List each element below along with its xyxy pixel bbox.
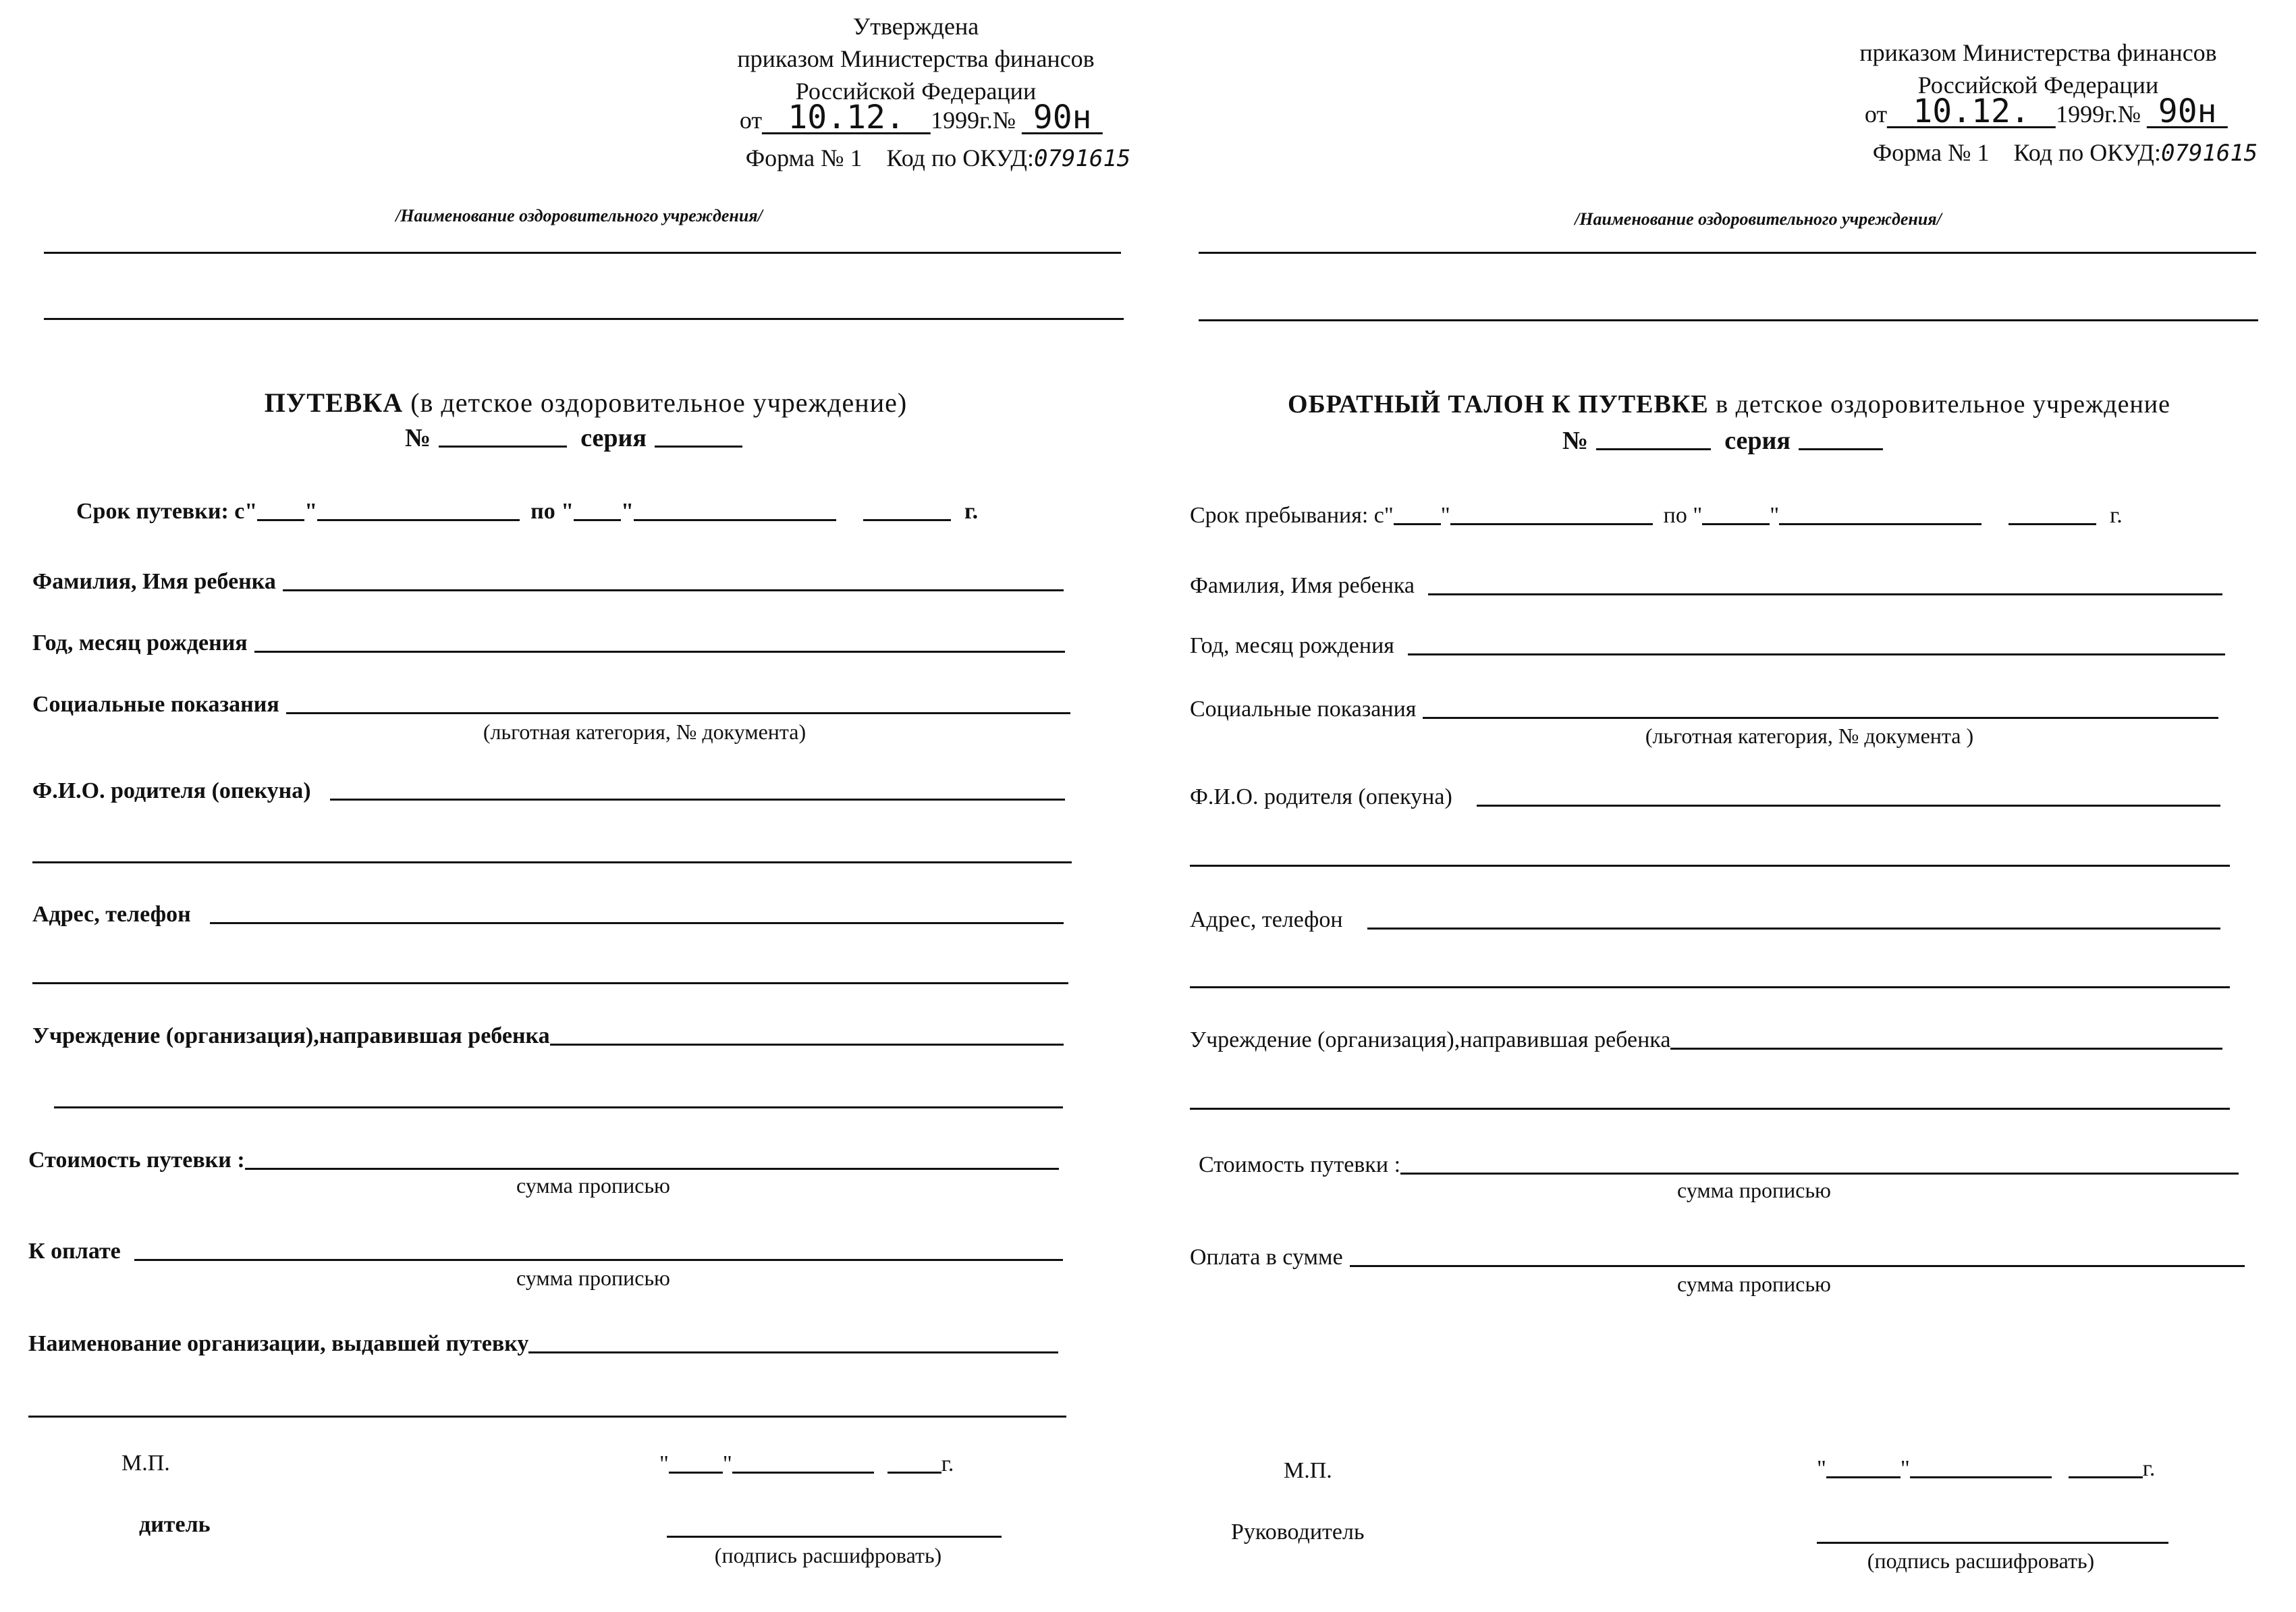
okud-label: Код по ОКУД: [2013, 139, 2161, 166]
term-row [1190, 501, 2123, 531]
quote: " [1440, 503, 1450, 528]
payment-sum-hint: сумма прописью [1677, 1272, 1831, 1296]
birth-field[interactable] [254, 651, 1065, 653]
parent-row [1190, 782, 2220, 812]
issuer-label: Наименование организации, выдавшей путевку [28, 1331, 529, 1356]
birth-row [1190, 631, 2225, 661]
ministry-order-label: приказом Министерства финансов [737, 45, 1095, 72]
number-series-row [1562, 426, 1883, 456]
address-label: Адрес, телефон [1190, 907, 1343, 932]
form-number: Форма № 1 [1872, 139, 1990, 166]
term-to-month[interactable] [634, 519, 836, 521]
to-pay-sum-hint: сумма прописью [516, 1266, 670, 1290]
child-name-field[interactable] [283, 589, 1064, 591]
year-suffix: г. [964, 499, 979, 524]
stamp-label: М.П. [121, 1451, 170, 1476]
cost-field[interactable] [1400, 1173, 2239, 1175]
term-row [76, 497, 1082, 527]
signature-line[interactable] [1817, 1542, 2168, 1544]
sign-date-row [1817, 1454, 2155, 1484]
term-from-day[interactable] [257, 519, 304, 521]
order-number-value: 90н [2147, 97, 2228, 128]
head-label: дитель [139, 1512, 211, 1537]
sender-field-line-2[interactable] [54, 1106, 1063, 1108]
parent-field[interactable] [330, 799, 1065, 801]
institution-name-line-1[interactable] [1199, 252, 2256, 254]
sender-row [1190, 1025, 2222, 1055]
term-year[interactable] [2008, 523, 2096, 525]
date-prefix: от [1864, 101, 1888, 128]
to-pay-field[interactable] [134, 1259, 1063, 1261]
year-number-label: 1999г.№ [2056, 101, 2141, 128]
quote: " [1900, 1456, 1910, 1481]
to-label: по " [530, 499, 574, 524]
birth-label: Год, месяц рождения [1190, 633, 1394, 658]
social-label: Социальные показания [32, 692, 279, 717]
child-name-row [32, 567, 1064, 597]
number-field[interactable] [1596, 448, 1711, 450]
institution-name-label: /Наименование оздоровительного учреждения/ [1575, 209, 1942, 229]
year-suffix: г. [2142, 1456, 2156, 1481]
issuer-field-line-2[interactable] [28, 1416, 1066, 1418]
parent-field-line-2[interactable] [32, 861, 1072, 863]
head-label: Руководитель [1231, 1520, 1365, 1544]
stub-title [1288, 389, 2170, 419]
to-pay-label: К оплате [28, 1239, 121, 1264]
term-to-month[interactable] [1779, 523, 1981, 525]
address-label: Адрес, телефон [32, 902, 191, 927]
birth-label: Год, месяц рождения [32, 630, 248, 655]
series-label: серия [1724, 427, 1791, 455]
federation-label: Российской Федерации [1917, 72, 2159, 99]
okud-label: Код по ОКУД: [886, 144, 1034, 171]
to-label: по " [1663, 503, 1703, 528]
term-label: Срок путевки: с" [76, 499, 258, 524]
quote: " [1770, 503, 1780, 528]
okud-value: 0791615 [2160, 140, 2258, 167]
ministry-order-label: приказом Министерства финансов [1859, 39, 2217, 66]
title-suffix: в детское оздоровительное учреждение [1716, 390, 2170, 419]
child-name-row [1190, 571, 2222, 601]
birth-field[interactable] [1408, 653, 2225, 655]
order-number-value: 90н [1022, 103, 1103, 134]
cost-row [1199, 1150, 2239, 1180]
order-date-line [739, 99, 1103, 136]
parent-label: Ф.И.О. родителя (опекуна) [32, 778, 311, 803]
quote: " [722, 1451, 732, 1476]
title-main: ПУТЕВКА [264, 387, 404, 418]
number-label: № [1562, 427, 1589, 455]
sender-row [32, 1021, 1064, 1051]
year-number-label: 1999г.№ [931, 107, 1016, 134]
birth-row [32, 628, 1065, 658]
title-suffix: (в детское оздоровительное учреждение) [410, 387, 908, 418]
cost-row [28, 1146, 1059, 1175]
cost-label: Стоимость путевки : [28, 1148, 245, 1173]
series-label: серия [580, 424, 647, 452]
term-from-day[interactable] [1394, 523, 1441, 525]
federation-label: Российской Федерации [795, 78, 1037, 105]
social-hint: (льготная категория, № документа ) [1645, 724, 1974, 748]
cost-label: Стоимость путевки : [1199, 1152, 1401, 1177]
sign-date-row [659, 1449, 954, 1479]
payment-label: Оплата в сумме [1190, 1245, 1343, 1270]
sender-field-line-2[interactable] [1190, 1108, 2230, 1110]
form-okud-line [1873, 138, 2258, 168]
address-row [1190, 905, 2220, 935]
quote: " [1817, 1456, 1826, 1481]
sign-year-field[interactable] [887, 1472, 941, 1474]
year-suffix: г. [2110, 503, 2123, 528]
term-label: Срок пребывания: с" [1190, 503, 1394, 528]
signature-line[interactable] [667, 1536, 1002, 1538]
issuer-field[interactable] [528, 1351, 1058, 1353]
stamp-label: М.П. [1284, 1458, 1332, 1483]
address-row [32, 900, 1064, 930]
child-name-label: Фамилия, Имя ребенка [1190, 573, 1415, 598]
child-name-field[interactable] [1428, 593, 2222, 595]
date-prefix: от [739, 107, 763, 134]
cost-sum-hint: сумма прописью [516, 1173, 670, 1198]
quote: " [659, 1451, 669, 1476]
child-name-label: Фамилия, Имя ребенка [32, 569, 276, 594]
address-field[interactable] [210, 922, 1064, 924]
term-from-month[interactable] [1450, 523, 1653, 525]
quote: " [304, 499, 318, 524]
address-field[interactable] [1367, 928, 2220, 930]
form-okud-line [746, 143, 1131, 173]
sender-label: Учреждение (организация),направившая ребенка [1190, 1027, 1671, 1052]
order-date-line [1864, 92, 2228, 130]
sign-month-field[interactable] [1910, 1476, 2052, 1478]
order-date-value: 10.12. [1887, 97, 2056, 128]
number-field[interactable] [439, 446, 567, 448]
series-field[interactable] [655, 446, 742, 448]
sender-field[interactable] [1670, 1048, 2222, 1050]
to-pay-row [28, 1237, 1063, 1266]
approved-label: Утверждена [852, 13, 979, 40]
term-from-month[interactable] [317, 519, 520, 521]
sender-label: Учреждение (организация),направившая ребенка [32, 1023, 550, 1048]
number-series-row [405, 423, 742, 453]
institution-name-label: /Наименование оздоровительного учреждения/ [395, 206, 763, 225]
form-number: Форма № 1 [745, 144, 863, 171]
sign-day-field[interactable] [1826, 1476, 1901, 1478]
parent-row [32, 776, 1065, 806]
parent-field[interactable] [1477, 805, 2220, 807]
parent-field-line-2[interactable] [1190, 865, 2230, 867]
social-row [32, 690, 1070, 720]
order-date-value: 10.12. [762, 103, 931, 134]
social-hint: (льготная категория, № документа) [483, 720, 807, 744]
institution-name-line-1[interactable] [44, 252, 1121, 254]
address-field-line-2[interactable] [1190, 986, 2230, 988]
signature-hint: (подпись расшифровать) [1867, 1549, 2095, 1573]
cost-field[interactable] [245, 1168, 1059, 1170]
sign-day-field[interactable] [669, 1472, 723, 1474]
sender-field[interactable] [550, 1044, 1064, 1046]
number-label: № [405, 424, 431, 452]
series-field[interactable] [1799, 448, 1883, 450]
parent-label: Ф.И.О. родителя (опекуна) [1190, 784, 1452, 809]
voucher-title [265, 387, 907, 419]
okud-value: 0791615 [1033, 145, 1131, 172]
quote: " [621, 499, 634, 524]
institution-name-line-2[interactable] [44, 318, 1124, 320]
payment-row [1190, 1243, 2245, 1272]
social-row [1190, 695, 2218, 724]
cost-sum-hint: сумма прописью [1677, 1178, 1831, 1202]
institution-name-line-2[interactable] [1199, 319, 2258, 321]
social-label: Социальные показания [1190, 697, 1417, 722]
year-suffix: г. [941, 1451, 954, 1476]
sign-year-field[interactable] [2069, 1476, 2143, 1478]
address-field-line-2[interactable] [32, 982, 1068, 984]
signature-hint: (подпись расшифровать) [714, 1543, 942, 1567]
issuer-row [28, 1329, 1058, 1359]
title-main: ОБРАТНЫЙ ТАЛОН К ПУТЕВКЕ [1288, 390, 1709, 419]
term-year[interactable] [863, 519, 951, 521]
payment-field[interactable] [1350, 1265, 2245, 1267]
social-field[interactable] [1423, 717, 2218, 719]
term-to-day[interactable] [1702, 523, 1770, 525]
sign-month-field[interactable] [732, 1472, 874, 1474]
social-field[interactable] [286, 712, 1070, 714]
term-to-day[interactable] [574, 519, 621, 521]
